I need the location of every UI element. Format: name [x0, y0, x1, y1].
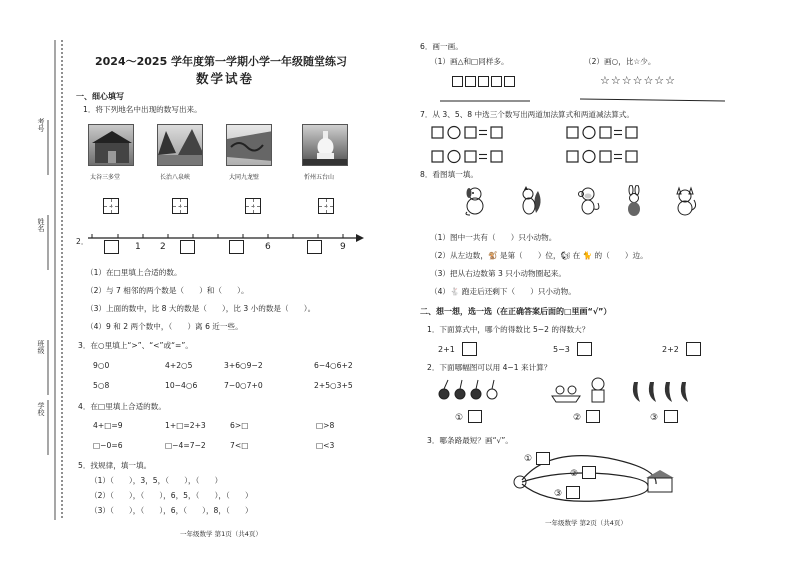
s2-q2-check-2[interactable]: [586, 410, 600, 423]
s2-q3-check-3[interactable]: [566, 486, 580, 499]
s2-q1-opt2: 5−3: [553, 345, 570, 354]
s2-q1-check-3[interactable]: [686, 342, 701, 356]
q3-r2-c3[interactable]: 7−0○7+0: [224, 381, 263, 390]
q8-item-2: （2）从左边数，🐒 是第（ ）位，🐿 在 🐈 的（ ）边。: [430, 251, 648, 260]
exam-title: 2024～2025 学年度第一学期小学一年级随堂练习: [95, 55, 348, 68]
q5-text: 5．找规律，填一填。: [78, 461, 152, 470]
q8-item-1: （1）图中一共有（ ）只小动物。: [430, 233, 557, 242]
exam-no-label: 考号: [37, 118, 45, 132]
q6-square-2: [465, 76, 476, 87]
q4-r2-c3[interactable]: 7<□: [230, 441, 249, 450]
s2-q3-check-2[interactable]: [582, 466, 596, 479]
q3-r2-c1[interactable]: 5○8: [93, 381, 110, 390]
q3-r1-c3[interactable]: 3+6○9−2: [224, 361, 263, 370]
q3-r2-c2[interactable]: 10−4○6: [165, 381, 198, 390]
s2-q2-text: 2．下面哪幅图可以用 4−1 来计算？: [427, 363, 552, 372]
q2-item-1: （1）在□里填上合适的数。: [86, 268, 182, 277]
class-label: 班级: [37, 340, 45, 354]
numberline-label-6: 6: [265, 242, 271, 252]
q6-stars: ☆☆☆☆☆☆☆: [600, 74, 677, 87]
binding-lines: [0, 0, 80, 562]
page1-footer: 一年级数学 第1页（共4页）: [180, 530, 262, 538]
q4-text: 4．在□里填上合适的数。: [78, 402, 166, 411]
q7-equation-grid[interactable]: [428, 122, 678, 170]
q8-item-4: （4）🐇 跑走后还剩下（ ）只小动物。: [430, 287, 576, 296]
q3-r2-c4[interactable]: 2+5○3+5: [314, 381, 353, 390]
numberline-label-2: 2: [160, 242, 166, 252]
numberline-box-5[interactable]: [229, 240, 244, 254]
s2-q2-mark1: ①: [455, 413, 464, 423]
q8-text: 8．看图填一填。: [420, 170, 478, 179]
s2-q3-check-1[interactable]: [536, 452, 550, 465]
q5-row-2[interactable]: （2）（ ），（ ），6，5，（ ），（ ）: [90, 491, 253, 500]
q6-sub2: （2）画○，比☆少。: [584, 57, 656, 66]
s2-q2-check-3[interactable]: [664, 410, 678, 423]
numberline-box-3[interactable]: [180, 240, 195, 254]
school-label: 学校: [37, 402, 45, 416]
q6-square-5: [504, 76, 515, 87]
answer-tian-3[interactable]: [245, 198, 261, 214]
q6-text: 6．画一画。: [420, 42, 463, 51]
monkey-icon: [576, 185, 602, 217]
q3-text: 3．在○里填上“>”、“<”或“=”。: [78, 341, 193, 350]
s2-q1-check-2[interactable]: [577, 342, 592, 356]
photo-baquanxia: [157, 124, 203, 166]
page2-footer: 一年级数学 第2页（共4页）: [545, 519, 627, 527]
q5-row-1[interactable]: （1）（ ），3，5，（ ），（ ）: [90, 476, 223, 485]
caption-4: 忻州五台山: [304, 174, 335, 181]
s2-q2-check-1[interactable]: [468, 410, 482, 423]
q4-r1-c1[interactable]: 4+□=9: [93, 421, 123, 430]
numberline-box-8[interactable]: [307, 240, 322, 254]
q4-r1-c2[interactable]: 1+□=2+3: [165, 421, 206, 430]
q8-item-3: （3）把从右边数第 3 只小动物圈起来。: [430, 269, 566, 278]
rabbit-icon: [622, 185, 648, 217]
q3-r1-c4[interactable]: 6−4○6+2: [314, 361, 353, 370]
q2-item-3: （3）上面的数中，比 8 大的数是（ ），比 3 小的数是（ ）。: [86, 304, 316, 313]
dog-icon: [462, 185, 488, 217]
s2-q1-text: 1．下面算式中，哪个的得数比 5−2 的得数大？: [427, 325, 590, 334]
q6-answer-lines[interactable]: [440, 96, 730, 106]
q3-r1-c2[interactable]: 4+2○5: [165, 361, 193, 370]
q2-label: 2．: [76, 237, 89, 246]
s2-q3-mark3: ③: [554, 489, 563, 499]
cat-icon: [673, 185, 699, 217]
photo-sanduotang: [88, 124, 134, 166]
caption-2: 长治八泉峡: [160, 174, 191, 181]
q4-r1-c3[interactable]: 6>□: [230, 421, 249, 430]
q2-item-2: （2）与 7 相邻的两个数是（ ）和（ ）。: [86, 286, 249, 295]
rabbits-boat-icon: [548, 374, 618, 406]
number-line: [86, 226, 366, 256]
s2-q3-text: 3．哪条路最短？画“√”。: [427, 436, 513, 445]
answer-tian-2[interactable]: [172, 198, 188, 214]
name-label: 姓名: [37, 218, 45, 232]
s2-q1-check-1[interactable]: [462, 342, 477, 356]
answer-tian-4[interactable]: [318, 198, 334, 214]
bananas-icon: [630, 378, 700, 406]
q6-sub1: （1）画△和□同样多。: [430, 57, 509, 66]
cherries-icon: [436, 378, 506, 404]
subject-title: 数学试卷: [196, 71, 255, 86]
q4-r2-c2[interactable]: □−4=7−2: [165, 441, 206, 450]
q5-row-3[interactable]: （3）（ ），（ ），6，（ ），8，（ ）: [90, 506, 253, 515]
q2-item-4: （4）9 和 2 两个数中，（ ）离 6 近一些。: [86, 322, 243, 331]
photo-wutaishan: [302, 124, 348, 166]
q4-r2-c4[interactable]: □<3: [316, 441, 335, 450]
q4-r2-c1[interactable]: □−0=6: [93, 441, 123, 450]
section2-title: 二、想一想，选一选（在正确答案后面的□里画“√”）: [420, 307, 612, 316]
s2-q3-mark2: ②: [570, 469, 579, 479]
paths-diagram: [508, 448, 688, 510]
q7-text: 7．从 3、5、8 中选三个数写出两道加法算式和两道减法算式。: [420, 110, 634, 119]
caption-1: 太谷三多堂: [90, 174, 121, 181]
answer-tian-1[interactable]: [103, 198, 119, 214]
section1-title: 一、细心填写: [76, 92, 124, 101]
q6-square-1: [452, 76, 463, 87]
numberline-label-9: 9: [340, 242, 346, 252]
s2-q2-mark3: ③: [650, 413, 659, 423]
numberline-label-1: 1: [135, 242, 141, 252]
q3-r1-c1[interactable]: 9○0: [93, 361, 110, 370]
s2-q2-mark2: ②: [573, 413, 582, 423]
q6-square-3: [478, 76, 489, 87]
numberline-box-0[interactable]: [104, 240, 119, 254]
photo-jiulongbi: [226, 124, 272, 166]
caption-3: 大同九龙壁: [229, 174, 260, 181]
q4-r1-c4[interactable]: □>8: [316, 421, 335, 430]
q6-square-4: [491, 76, 502, 87]
s2-q3-mark1: ①: [524, 454, 533, 464]
q1-text: 1．将下列地名中出现的数写出来。: [83, 105, 202, 114]
s2-q1-opt3: 2+2: [662, 345, 679, 354]
squirrel-icon: [518, 185, 544, 217]
s2-q1-opt1: 2+1: [438, 345, 455, 354]
